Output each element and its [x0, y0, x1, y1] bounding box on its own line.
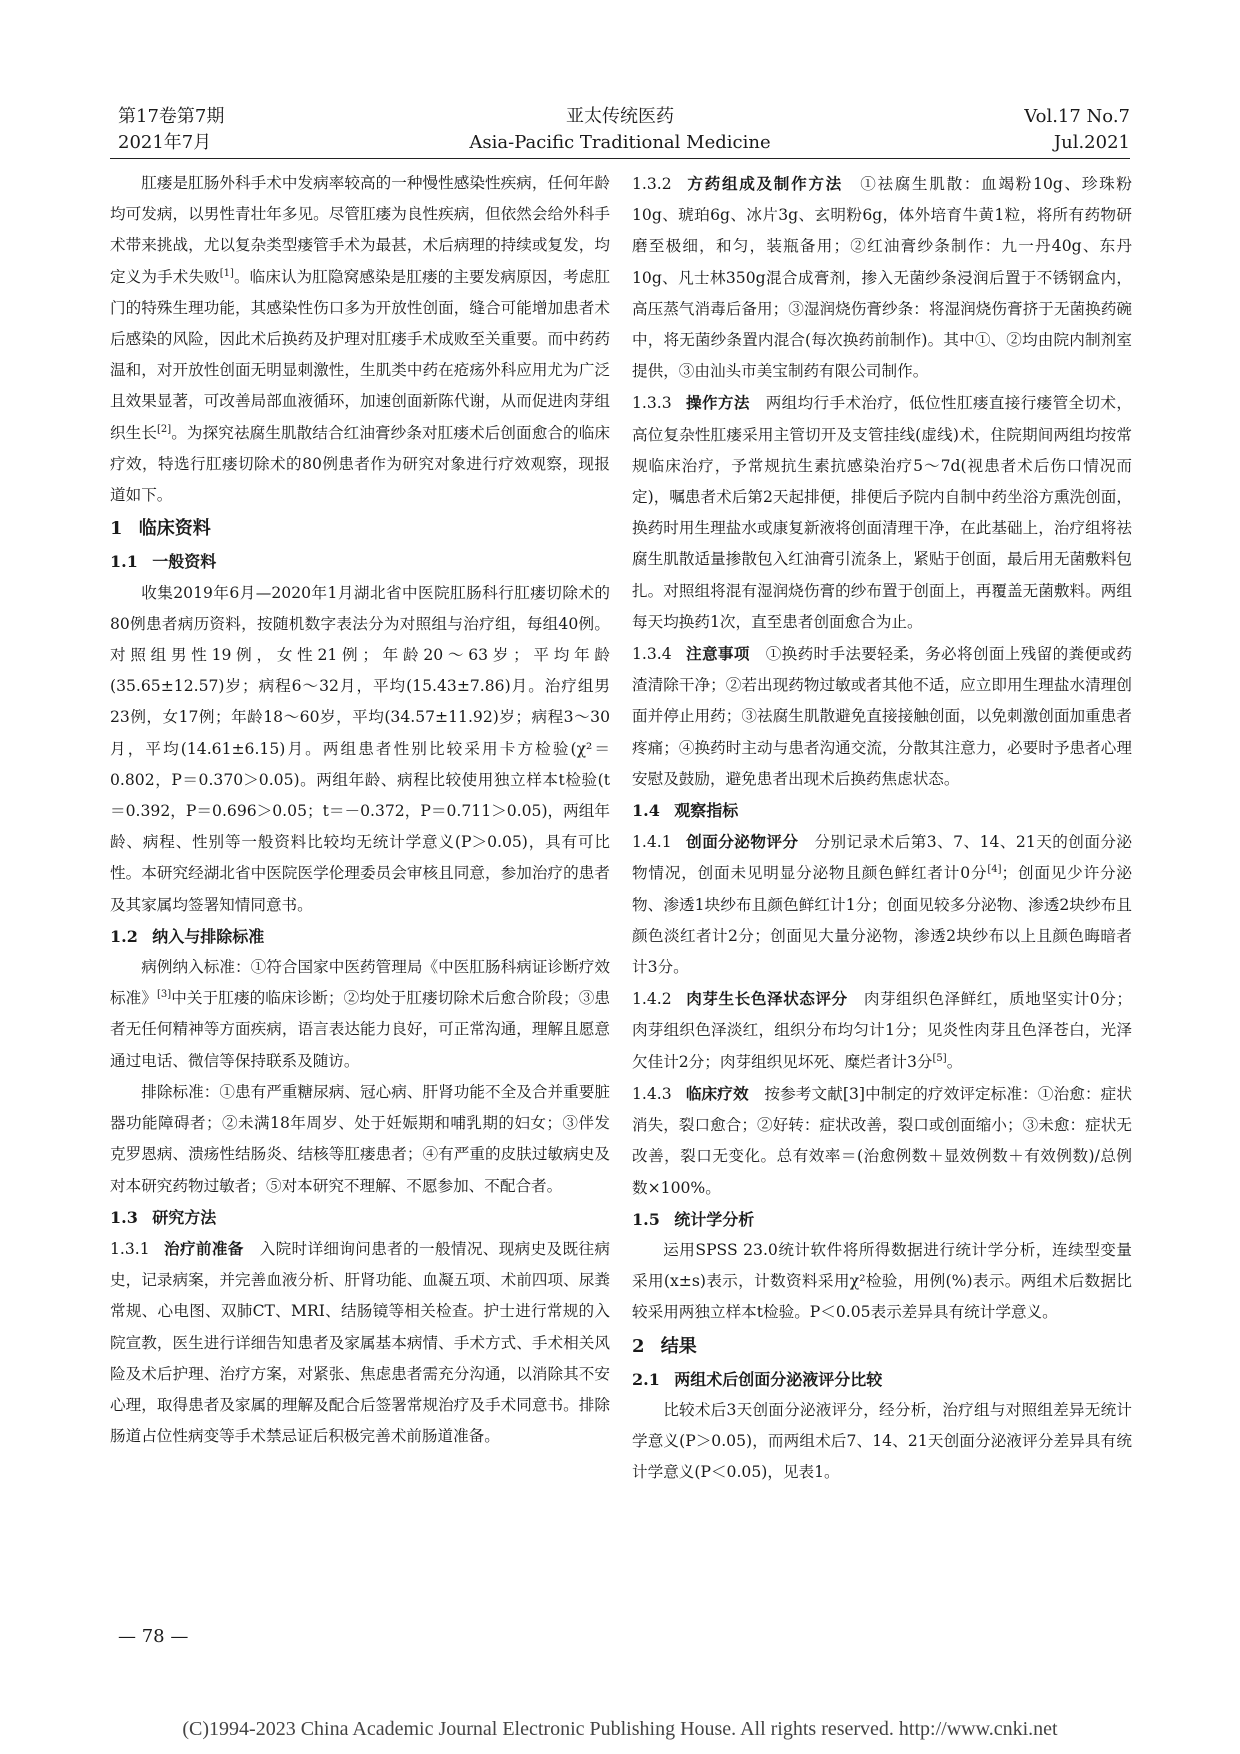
body-paragraph: 1.4.3 临床疗效 按参考文献[3]中制定的疗效评定标准：①治愈：症状消失，裂口愈合；②好转：症状改善，裂口或创面缩小；③未愈：症状无改善，裂口无变化。总有效率＝(治愈例数＋显效例数＋有效例数)/总例数×100%。: [632, 1083, 1132, 1197]
header-volume-en: Vol.17 No.7: [1024, 106, 1130, 127]
header-volume-block: [118, 104, 224, 156]
body-paragraph: 排除标准：①患有严重糖尿病、冠心病、肝肾功能不全及合并重要脏器功能障碍者；②未满18年周岁、处于妊娠期和哺乳期的妇女；③伴发克罗恩病、溃疡性结肠炎、结核等肛瘘患者；④有严重的皮肤过敏病史及对本研究药物过敏者；⑤对本研究不理解、不愿参加、不配合者。: [110, 1082, 610, 1195]
header-date-cn: 2021年7月: [118, 132, 212, 153]
citation-ref: [4]: [987, 864, 1002, 876]
body-paragraph: 1.3.4 注意事项 ①换药时手法要轻柔，务必将创面上残留的粪便或药渣清除干净；②若出现药物过敏或者其他不适，应立即用生理盐水清理创面并停止用药；③祛腐生肌散避免直接接触创面，以免刺激创面加重患者疼痛；④换药时主动与患者沟通交流，分散其注意力，必要时予患者心理安慰及鼓励，避免患者出现术后换药焦虑状态。: [632, 644, 1132, 788]
citation-ref: [2]: [157, 423, 172, 435]
citation-ref: [3]: [157, 989, 172, 1001]
body-paragraph: 1.4.2 肉芽生长色泽状态评分 肉芽组织色泽鲜红，质地坚实计0分；肉芽组织色泽淡红，组织分布均匀计1分；见炎性肉芽且色泽苍白，光泽欠佳计2分；肉芽组织见坏死、糜烂者计3分[5]。: [632, 989, 1132, 1071]
header-volume-en-block: [1024, 104, 1130, 156]
body-paragraph: 运用SPSS 23.0统计软件将所得数据进行统计学分析，连续型变量采用(x±s)表示，计数资料采用χ²检验，用例(%)表示。两组术后数据比较采用两独立样本t检验。P＜0.05表示差异具有统计学意义。: [632, 1240, 1132, 1322]
page-number: — 78 —: [118, 1626, 189, 1647]
right-column: [632, 168, 1132, 1489]
left-column: [110, 168, 610, 1452]
citation-ref: [5]: [932, 1052, 947, 1064]
header-journal-block: [420, 104, 820, 156]
body-paragraph: 比较术后3天创面分泌液评分，经分析，治疗组与对照组差异无统计学意义(P＞0.05)，而两组术后7、14、21天创面分泌液评分差异具有统计学意义(P＜0.05)，见表1。: [632, 1400, 1132, 1482]
header-journal-en: Asia-Pacific Traditional Medicine: [469, 132, 771, 153]
header-rule: [110, 158, 1130, 159]
body-paragraph: 1.4.1 创面分泌物评分 分别记录术后第3、7、14、21天的创面分泌物情况，创面未见明显分泌物且颜色鲜红者计0分[4]；创面见少许分泌物、渗透1块纱布且颜色鲜红计1分；创面见较多分泌物、渗透2块纱布且颜色淡红者计2分；创面见大量分泌物，渗透2块纱布以上且颜色晦暗者计3分。: [632, 832, 1132, 977]
subsection-heading: 1.3 研究方法: [110, 1207, 217, 1227]
intro-paragraph: 肛瘘是肛肠外科手术中发病率较高的一种慢性感染性疾病，任何年龄均可发病，以男性青壮年多见。尽管肛瘘为良性疾病，但依然会给外科手术带来挑战，尤以复杂类型瘘管手术为最甚，术后病理的持续或复发，均定义为手术失败[1]。临床认为肛隐窝感染是肛瘘的主要发病原因，考虑肛门的特殊生理功能，其感染性伤口多为开放性创面，缝合可能增加患者术后感染的风险，因此术后换药及护理对肛瘘手术成败至关重要。而中药药温和，对开放性创面无明显刺激性，生肌类中药在疮疡外科应用尤为广泛且效果显著，可改善局部血液循环，加速创面新陈代谢，从而促进肉芽组织生长[2]。为探究祛腐生肌散结合红油膏纱条对肛瘘术后创面愈合的临床疗效，特选行肛瘘切除术的80例患者作为研究对象进行疗效观察，现报道如下。: [110, 174, 610, 505]
body-paragraph: 1.3.3 操作方法 两组均行手术治疗，低位性肛瘘直接行瘘管全切术，高位复杂性肛瘘采用主管切开及支管挂线(虚线)术，住院期间两组均按常规临床治疗，予常规抗生素抗感染治疗5～7d(视患者术后伤口情况而定)，嘱患者术后第2天起排便，排便后予院内自制中药坐浴方熏洗创面，换药时用生理盐水或康复新液将创面清理干净，在此基础上，治疗组将祛腐生肌散适量掺散包入红油膏引流条上，紧贴于创面，最后用无菌敷料包扎。对照组将混有湿润烧伤膏的纱布置于创面上，再覆盖无菌敷料。两组每天均换药1次，直至患者创面愈合为止。: [632, 393, 1132, 631]
subsection-heading: 1.4 观察指标: [632, 801, 739, 821]
body-paragraph: 1.3.1 治疗前准备 入院时详细询问患者的一般情况、现病史及既往病史，记录病案，并完善血液分析、肝肾功能、血凝五项、术前四项、尿粪常规、心电图、双肺CT、MRI、结肠镜等相关检查。护士进行常规的入院宣教，医生进行详细告知患者及家属基本病情、手术方式、手术相关风险及术后护理、治疗方案，对紧张、焦虑患者需充分沟通，以消除其不安心理，取得患者及家属的理解及配合后签署常规治疗及手术同意书。排除肠道占位性病变等手术禁忌证后积极完善术前肠道准备。: [110, 1238, 610, 1446]
body-paragraph: 病例纳入标准：①符合国家中医药管理局《中医肛肠科病证诊断疗效标准》[3]中关于肛瘘的临床诊断；②均处于肛瘘切除术后愈合阶段；③患者无任何精神等方面疾病，语言表达能力良好，可正常沟通，理解且愿意通过电话、微信等保持联系及随访。: [110, 958, 610, 1070]
section-heading: 2 结果: [632, 1335, 697, 1357]
header-volume: 第17卷第7期: [118, 106, 225, 127]
body-paragraph: 1.3.2 方药组成及制作方法 ①祛腐生肌散：血竭粉10g、珍珠粉10g、琥珀6g、冰片3g、玄明粉6g，体外培育牛黄1粒，将所有药物研磨至极细，和匀，装瓶备用；②红油膏纱条制作：九一丹40g、东丹10g、凡士林350g混合成膏剂，掺入无菌纱条浸润后置于不锈钢盒内，高压蒸气消毒后备用；③湿润烧伤膏纱条：将湿润烧伤膏挤于无菌换药碗中，将无菌纱条置内混合(每次换药前制作)。其中①、②均由院内制剂室提供，③由汕头市美宝制药有限公司制作。: [632, 174, 1132, 381]
section-heading: 1 临床资料: [110, 518, 211, 540]
body-paragraph: 收集2019年6月—2020年1月湖北省中医院肛肠科行肛瘘切除术的80例患者病历资料，按随机数字表法分为对照组与治疗组，每组40例。对照组男性19例，女性21例；年龄20～63岁；平均年龄(35.65±12.57)岁；病程6～32月，平均(15.43±7.86)月。治疗组男23例，女17例；年龄18～60岁，平均(34.57±11.92)岁；病程3～30月，平均(14.61±6.15)月。两组患者性别比较采用卡方检验(χ²＝0.802，P＝0.370＞0.05)。两组年龄、病程比较使用独立样本t检验(t＝0.392，P＝0.696＞0.05；t＝－0.372，P＝0.711＞0.05)，两组年龄、病程、性别等一般资料比较均无统计学意义(P＞0.05)，具有可比性。本研究经湖北省中医院医学伦理委员会审核且同意，参加治疗的患者及其家属均签署知情同意书。: [110, 583, 610, 914]
header-journal-cn: 亚太传统医药: [566, 106, 674, 127]
subsection-heading: 1.1 一般资料: [110, 552, 217, 572]
subsection-heading: 1.5 统计学分析: [632, 1209, 755, 1229]
subsection-heading: 2.1 两组术后创面分泌液评分比较: [632, 1369, 883, 1389]
copyright-notice: (C)1994-2023 China Academic Journal Electronic Publishing House. All rights reserved. http://www.cnki.net: [182, 1718, 1058, 1740]
subsection-heading: 1.2 纳入与排除标准: [110, 926, 265, 946]
header-date-en: Jul.2021: [1053, 132, 1130, 153]
citation-ref: [1]: [219, 267, 234, 279]
